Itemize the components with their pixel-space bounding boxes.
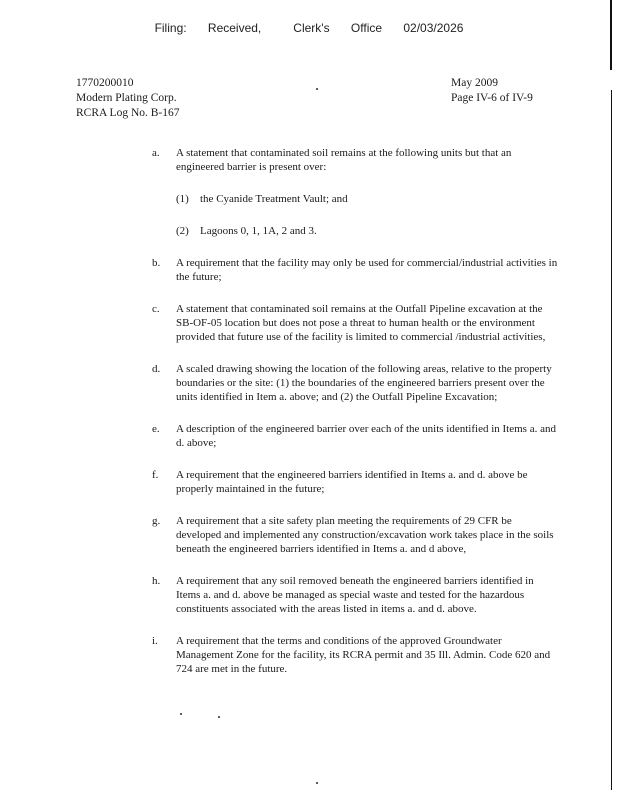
item-label: h. [152, 575, 161, 587]
item-text: A requirement that the facility may only be used for commercial/industrial activities in the future; [176, 257, 558, 283]
filing-stamp: Filing: Received, Clerk's Office 02/03/2026 [154, 21, 464, 35]
item-text: A statement that contaminated soil remains at the Outfall Pipeline excavation at the SB-OF-05 location but does not pose a threat to human health or the environment provided that future use of the facility is limited to commercial /industrial activities, [176, 303, 546, 343]
scan-edge-mark [611, 90, 613, 790]
sub-item-label: (1) [176, 193, 189, 205]
facility-name: Modern Plating Corp. [76, 92, 177, 104]
item-text: A requirement that any soil removed beneath the engineered barriers identified in Items a. and d. above be managed as special waste and tested for the hazardous constituents associated with the areas listed in items a. and d. above. [176, 575, 534, 615]
list-item [152, 362, 558, 404]
item-label: b. [152, 257, 161, 269]
list-item [152, 468, 558, 496]
header-left [76, 76, 180, 121]
item-label: e. [152, 423, 160, 435]
item-text: A statement that contaminated soil remains at the following units but that an engineered barrier is present over: [176, 147, 512, 173]
list-item [152, 422, 558, 450]
sub-item-label: (2) [176, 225, 189, 237]
sub-item [176, 224, 558, 238]
item-label: c. [152, 303, 160, 315]
page-number: Page IV-6 of IV-9 [451, 92, 533, 104]
rcra-log-number: RCRA Log No. B-167 [76, 107, 180, 119]
scan-edge-mark [610, 0, 612, 70]
document-date: May 2009 [451, 77, 498, 89]
list-item [152, 146, 558, 238]
list-item [152, 256, 558, 284]
list-item [152, 302, 558, 344]
list-item [152, 574, 558, 616]
header-right [451, 76, 533, 106]
item-text: A scaled drawing showing the location of the following areas, relative to the property boundaries or the site: (1) the boundaries of the engineered barriers present over the units identified in Item a. above; and (2) the Outfall Pipeline Excavation; [176, 363, 552, 403]
item-label: a. [152, 147, 160, 159]
item-text: A requirement that a site safety plan meeting the requirements of 29 CFR be developed and implemented any construction/excavation work takes place in the soils beneath the engineered barriers identified in Items a. and d above, [176, 515, 554, 555]
scan-speck [218, 716, 220, 718]
item-label: g. [152, 515, 161, 527]
requirements-list [152, 146, 558, 694]
item-body [176, 146, 558, 238]
item-label: i. [152, 635, 158, 647]
scan-speck [180, 713, 182, 715]
scan-speck [316, 782, 318, 784]
item-label: f. [152, 469, 159, 481]
scan-speck [316, 88, 318, 90]
sub-item-text: the Cyanide Treatment Vault; and [200, 193, 348, 205]
sub-item-text: Lagoons 0, 1, 1A, 2 and 3. [200, 225, 317, 237]
list-item [152, 634, 558, 676]
item-text: A requirement that the engineered barriers identified in Items a. and d. above be properly maintained in the future; [176, 469, 528, 495]
sub-item [176, 192, 558, 206]
list-item [152, 514, 558, 556]
item-text: A description of the engineered barrier over each of the units identified in Items a. and d. above; [176, 423, 556, 449]
item-label: d. [152, 363, 161, 375]
item-text: A requirement that the terms and conditions of the approved Groundwater Management Zone for the facility, its RCRA permit and 35 Ill. Admin. Code 620 and 724 are met in the future. [176, 635, 551, 675]
facility-id: 1770200010 [76, 77, 134, 89]
